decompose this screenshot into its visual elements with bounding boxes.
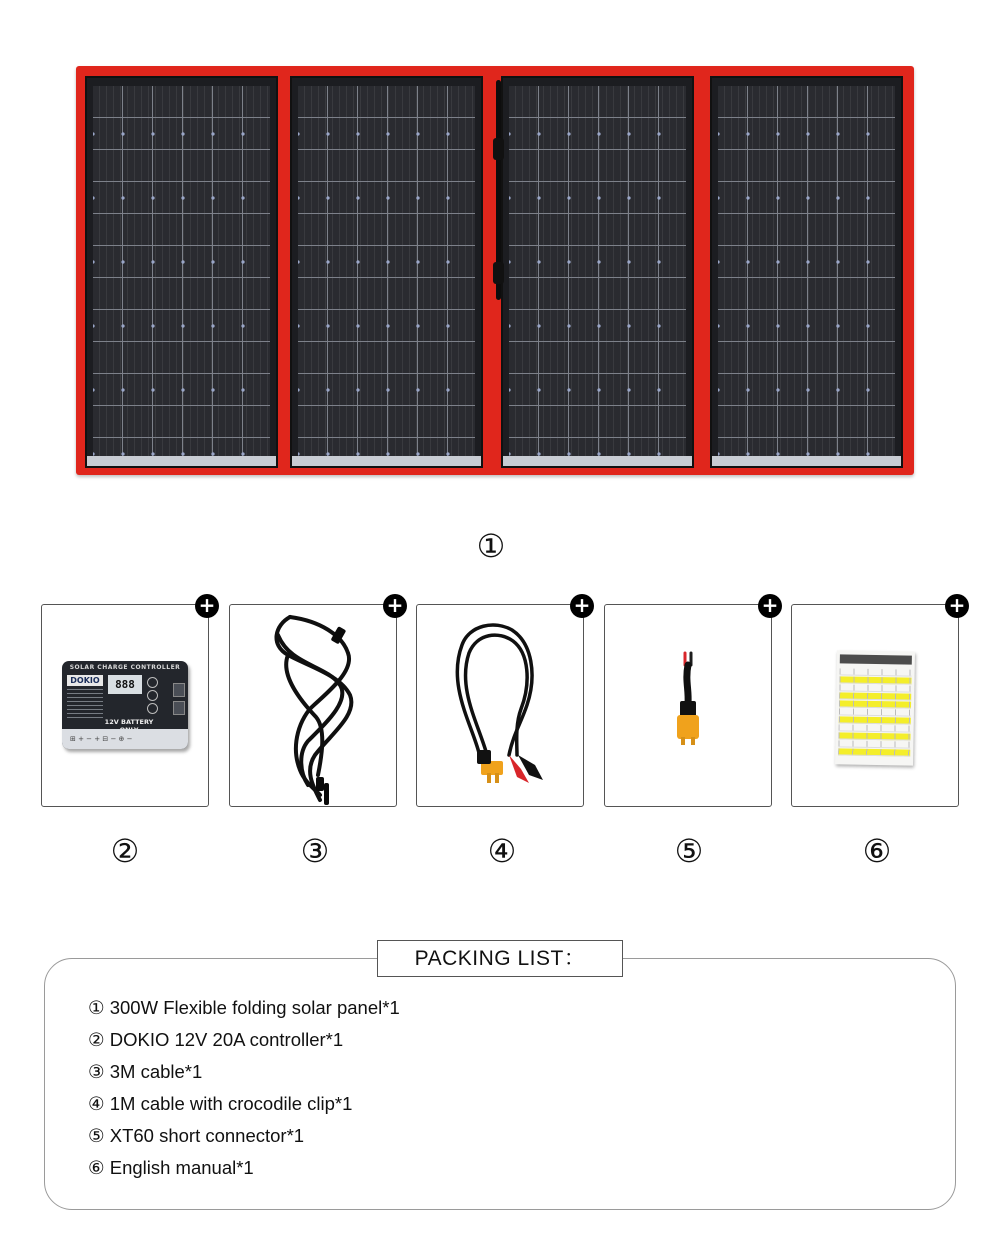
charge-controller-image: [62, 661, 188, 749]
manual-header: [840, 654, 912, 664]
plus-icon[interactable]: +: [195, 594, 219, 618]
controller-lcd: 888: [108, 675, 142, 694]
list-item: ④ 1M cable with crocodile clip*1: [88, 1093, 353, 1114]
controller-terminals: ⊞ + − + ⊟ − ⊕ −: [62, 729, 188, 749]
xt60-connector-icon: [605, 605, 773, 808]
accessory-number: ⑥: [862, 832, 892, 870]
packing-list-title: PACKING LIST：: [377, 940, 623, 977]
panel-section-2: [290, 76, 483, 468]
manual-row: [839, 676, 911, 684]
plus-icon[interactable]: +: [383, 594, 407, 618]
packing-list-items: [88, 996, 400, 1188]
english-manual-image: [835, 650, 915, 765]
manual-row: [839, 692, 911, 700]
status-icon: [147, 703, 158, 714]
accessory-number: ②: [110, 832, 140, 870]
manual-row: [840, 668, 912, 676]
coiled-cable-icon: [230, 605, 398, 808]
controller-header: SOLAR CHARGE CONTROLLER: [69, 664, 181, 671]
accessory-card-xt60-connector[interactable]: [604, 593, 779, 807]
list-item: ② DOKIO 12V 20A controller*1: [88, 1029, 344, 1050]
list-item: ⑤ XT60 short connector*1: [88, 1125, 305, 1146]
manual-row: [839, 684, 911, 692]
list-item: ③ 3M cable*1: [88, 1061, 203, 1082]
junction-plug-upper: [493, 138, 504, 160]
manual-row: [839, 700, 911, 708]
panel-section-3: [501, 76, 694, 468]
controller-brand: DOKIO: [67, 675, 103, 686]
manual-row: [839, 708, 911, 716]
accessory-card-manual[interactable]: [791, 593, 966, 807]
accessory-card-3m-cable[interactable]: [229, 593, 404, 807]
plus-icon[interactable]: +: [758, 594, 782, 618]
status-icon: [147, 690, 158, 701]
plus-icon[interactable]: +: [945, 594, 969, 618]
accessory-card-crocodile-cable[interactable]: [416, 593, 591, 807]
manual-row: [839, 716, 911, 724]
manual-row: [839, 724, 911, 732]
manual-row: [838, 748, 910, 756]
list-item: ⑥ English manual*1: [88, 1157, 254, 1178]
controller-battery-label: 12V BATTERY: [104, 718, 154, 726]
panel-section-1: [85, 76, 278, 468]
junction-plug-lower: [493, 262, 504, 284]
status-icon: [147, 677, 158, 688]
panel-number: ①: [476, 527, 506, 565]
accessory-card-controller[interactable]: [41, 593, 216, 807]
crocodile-clip-cable-icon: [417, 605, 585, 808]
plus-icon[interactable]: +: [570, 594, 594, 618]
accessory-number: ④: [487, 832, 517, 870]
panel-section-4: [710, 76, 903, 468]
list-item: ① 300W Flexible folding solar panel*1: [88, 997, 400, 1018]
usb-port-icon: [173, 683, 185, 697]
manual-row: [838, 732, 910, 740]
manual-row: [838, 740, 910, 748]
usb-port-icon: [173, 701, 185, 715]
controller-instructions: [67, 689, 103, 721]
accessory-number: ⑤: [674, 832, 704, 870]
accessory-number: ③: [300, 832, 330, 870]
